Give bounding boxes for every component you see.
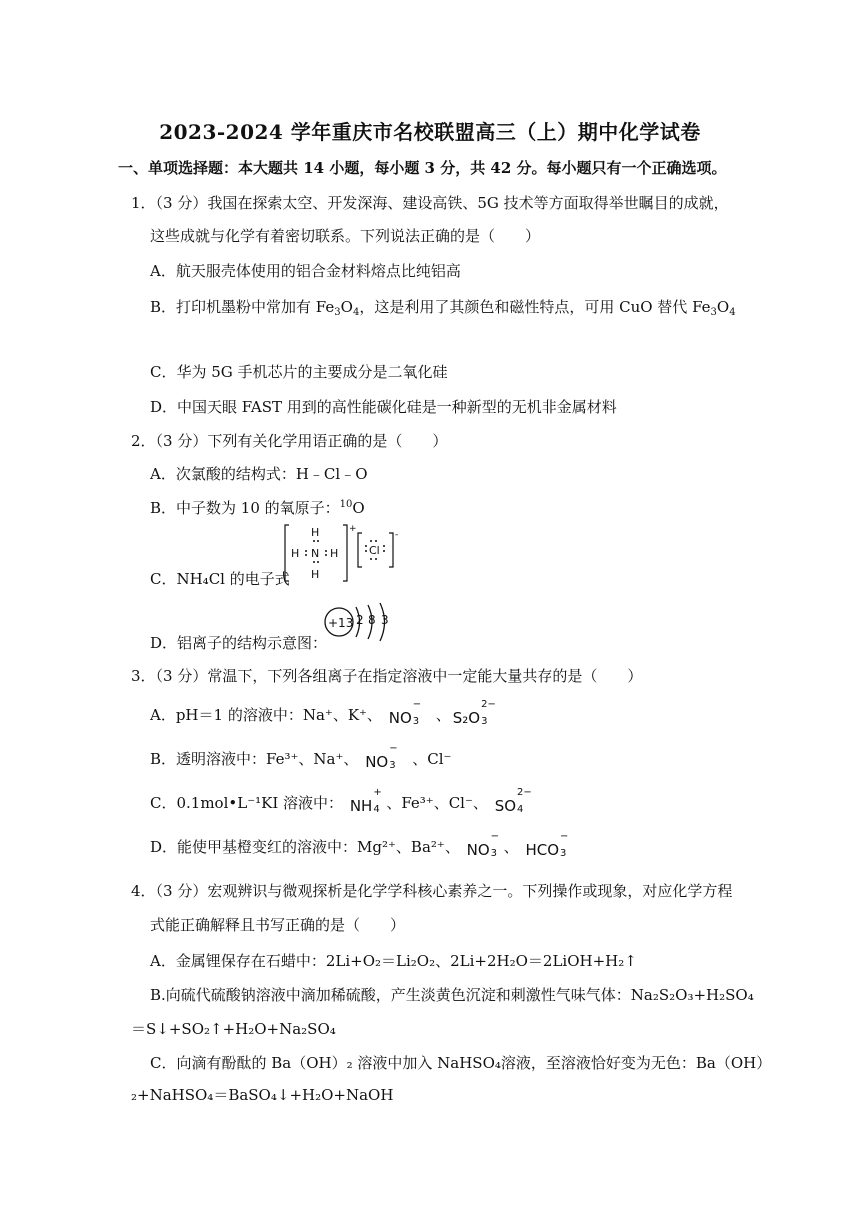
q3-option-b: B．透明溶液中：Fe³⁺、Na⁺、 NO − 3 、Cl⁻ <box>150 743 452 771</box>
nh4-left-h: H <box>291 547 300 560</box>
aluminium-ion-structure-diagram <box>323 597 398 649</box>
nitrate-ion: NO − 3 <box>388 699 422 727</box>
q4-stem-line2: 式能正确解释且书写正确的是（ ） <box>150 916 406 934</box>
q1-option-c: C．华为 5G 手机芯片的主要成分是二氧化硅 <box>150 363 448 381</box>
q1-stem-line1: 1．（3 分）我国在探索太空、开发深海、建设高铁、5G 技术等方面取得举世瞩目的成就， <box>131 194 729 212</box>
q2-stem: 2．（3 分）下列有关化学用语正确的是（ ） <box>131 432 448 450</box>
q4-option-b-line2: ＝S↓+SO₂↑+H₂O+Na₂SO₄ <box>131 1020 336 1038</box>
q3-option-d: D．能使甲基橙变红的溶液中：Mg²⁺、Ba²⁺、 NO − 3 、 HCO − 3 <box>150 831 569 859</box>
bicarbonate-ion: HCO − 3 <box>525 831 569 859</box>
q2-option-b: B．中子数为 10 的氧原子：$^{10}$O <box>150 499 365 517</box>
q2-option-a: A．次氯酸的结构式：H﹣Cl﹣O <box>150 465 368 483</box>
thiosulfate-ion: S₂O 2− 3 <box>452 699 496 727</box>
cl-charge: - <box>395 530 399 540</box>
nh4cl-electron-formula <box>283 521 413 585</box>
q4-stem-line1: 4．（3 分）宏观辨识与微观探析是化学学科核心素养之一。下列操作或现象，对应化学方程 <box>131 882 733 900</box>
nitrate-ion: NO − 3 <box>466 831 500 859</box>
q1-stem-line2: 这些成就与化学有着密切联系。下列说法正确的是（ ） <box>150 227 541 245</box>
page-title: 2023-2024 学年重庆市名校联盟高三（上）期中化学试卷 <box>159 120 701 144</box>
q2-option-c: C．NH₄Cl 的电子式 <box>150 570 290 588</box>
ammonium-ion: NH + 4 <box>349 787 382 815</box>
sulfate-ion: SO 2− 4 <box>494 787 532 815</box>
nucleus-charge: +13 <box>328 616 354 630</box>
q4-option-c-line2: ₂+NaHSO₄＝BaSO₄↓+H₂O+NaOH <box>131 1086 394 1104</box>
q3-option-c: C．0.1mol•L⁻¹KI 溶液中： NH + 4 、Fe³⁺、Cl⁻、 SO 2− 4 <box>150 787 532 815</box>
q3-option-a: A．pH＝1 的溶液中：Na⁺、K⁺、 NO − 3 、 S₂O 2− 3 <box>150 699 496 727</box>
q4-option-a: A．金属锂保存在石蜡中：2Li+O₂＝Li₂O₂、2Li+2H₂O＝2LiOH+H₂↑ <box>150 952 637 970</box>
shell-2-electrons: 8 <box>368 613 376 627</box>
shell-3-electrons: 3 <box>381 613 389 627</box>
q2-option-d: D．铝离子的结构示意图： <box>150 634 328 652</box>
q1-option-d: D．中国天眼 FAST 用到的高性能碳化硅是一种新型的无机非金属材料 <box>150 398 617 416</box>
shell-1-electrons: 2 <box>356 613 364 627</box>
nh4-center-n: N <box>311 547 320 560</box>
q4-option-b-line1: B.向硫代硫酸钠溶液中滴加稀硫酸，产生淡黄色沉淀和刺激性气味气体：Na₂S₂O₃+H₂SO₄ <box>150 986 754 1004</box>
nh4-top-h: H <box>311 526 320 539</box>
q4-option-c-line1: C．向滴有酚酞的 Ba（OH）₂ 溶液中加入 NaHSO₄溶液，至溶液恰好变为无色：Ba（OH） <box>150 1054 772 1072</box>
section-heading: 一、单项选择题：本大题共 14 小题，每小题 3 分，共 42 分。每小题只有一个正确选项。 <box>118 159 727 177</box>
nh4-right-h: H <box>330 547 339 560</box>
q1-option-a: A．航天服壳体使用的铝合金材料熔点比纯铝高 <box>150 262 461 280</box>
nh4-bottom-h: H <box>311 568 320 581</box>
q1-option-b: B．打印机墨粉中常加有 $Fe_3O_4$，这是利用了其颜色和磁性特点，可用 CuO 替代 $Fe_3O_4$ <box>150 298 736 318</box>
q3-stem: 3．（3 分）常温下，下列各组离子在指定溶液中一定能大量共存的是（ ） <box>131 667 643 685</box>
nh4-charge: + <box>349 524 357 534</box>
nitrate-ion: NO − 3 <box>365 743 398 771</box>
cl-symbol: Cl <box>369 544 380 557</box>
